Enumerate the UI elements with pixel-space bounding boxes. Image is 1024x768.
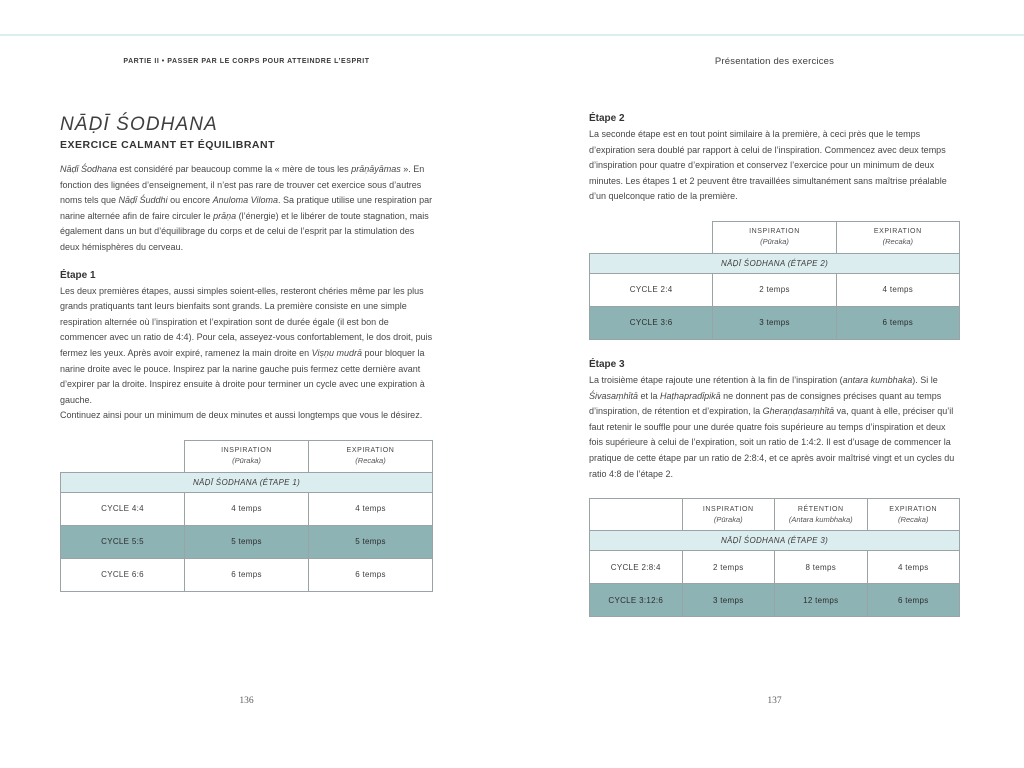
cycle-label-cell: CYCLE 2:4 xyxy=(590,273,713,306)
intro-paragraph: Nāḍī Śodhana est considéré par beaucoup comme la « mère de tous les prāṇāyāmas ». En fonction des lignées d’enseignement, il n’est pas rare de trouver cet exercice sous d’autres noms tels que Nāḍī Śuddhi ou encore Anuloma Viloma. Sa pratique utilise une respiration par narine alternée afin de faire circuler le prāṇa (l’énergie) et le libérer de toute stagnation, mais également dans un but d’équilibrage du corps et de celui de l’esprit par la stimulation des deux hémisphères du cerveau. xyxy=(60,164,433,252)
step1-paragraph: Les deux premières étapes, aussi simples soient-elles, resteront chéries même par les plus grands pratiquants tant leurs bienfaits sont grands. La première consiste en une simple respiration alternée où l’inspiration et l’expiration sont de durée égale (il est bon de commencer avec un ratio de 4:4). Pour cela, asseyez-vous confortablement, le dos droit, puis fermez les yeux. Après avoir expiré, ramenez la main droite en Viṣṇu mudrā pour bloquer la narine droite avec le pouce. Inspirez par la narine gauche puis fermez cette dernière avant d’expirer par la droite. Inspirez ensuite à droite pour terminer un cycle avec une expiration à gauche. Continuez ainsi pour un minimum de deux minutes et aussi longtemps que vous le désirez. xyxy=(60,285,433,421)
value-cell: 6 temps xyxy=(867,584,960,617)
column-header-cell xyxy=(867,499,960,531)
value-cell: 6 temps xyxy=(309,558,433,591)
value-cell: 6 temps xyxy=(836,306,959,339)
table-etape-1 xyxy=(60,440,433,592)
corner-cell xyxy=(590,221,713,253)
table-band-title: NĀḌĪ ŚODHANA (ÉTAPE 1) xyxy=(61,472,433,492)
cycle-label-cell: CYCLE 3:6 xyxy=(590,306,713,339)
page-right xyxy=(589,0,960,706)
step2-paragraph: La seconde étape est en tout point similaire à la première, à ceci près que le temps d’expiration sera doublé par rapport à celui de l’inspiration. Commencez avec deux temps d’inspiration pour quatre d’expiration et conservez l’exercice pour un minimum de deux minutes. Les étapes 1 et 2 peuvent être travaillées simultanément sans maîtrise préalable d’un quelconque ratio de la première. xyxy=(589,129,947,202)
table-row xyxy=(61,525,433,558)
step3-heading: Étape 3 xyxy=(589,358,625,370)
page-left xyxy=(60,0,433,706)
value-cell: 4 temps xyxy=(867,551,960,584)
cycle-label-cell: CYCLE 4:4 xyxy=(61,492,185,525)
table-row xyxy=(590,273,960,306)
table-header-row xyxy=(590,221,960,253)
step1-heading: Étape 1 xyxy=(60,269,96,281)
column-header-cell xyxy=(836,221,959,253)
table-row xyxy=(61,492,433,525)
value-cell: 2 temps xyxy=(682,551,775,584)
column-header-label: INSPIRATION xyxy=(702,505,754,513)
table-row xyxy=(590,551,960,584)
column-header-label: INSPIRATION xyxy=(221,447,272,455)
column-header-sanskrit: (Recaka) xyxy=(882,237,914,247)
page-number-left: 136 xyxy=(239,696,254,706)
value-cell: 4 temps xyxy=(185,492,309,525)
column-header-sanskrit: (Pūraka) xyxy=(713,514,743,524)
column-header-label: EXPIRATION xyxy=(889,505,938,513)
column-header-label: RÉTENTION xyxy=(797,505,844,513)
exercise-table xyxy=(60,440,433,592)
value-cell: 6 temps xyxy=(185,558,309,591)
value-cell: 4 temps xyxy=(836,273,959,306)
value-cell: 4 temps xyxy=(309,492,433,525)
column-header-cell xyxy=(775,499,868,531)
cycle-label-cell: CYCLE 5:5 xyxy=(61,525,185,558)
value-cell: 3 temps xyxy=(682,584,775,617)
table-band-row xyxy=(61,472,433,492)
column-header-sanskrit: (Recaka) xyxy=(355,456,386,466)
table-row xyxy=(61,558,433,591)
column-header-sanskrit: (Pūraka) xyxy=(760,237,789,247)
table-band-title: NĀḌĪ ŚODHANA (ÉTAPE 2) xyxy=(590,253,960,273)
value-cell: 12 temps xyxy=(775,584,868,617)
column-header-cell xyxy=(713,221,836,253)
cycle-label-cell: CYCLE 6:6 xyxy=(61,558,185,591)
column-header-cell xyxy=(682,499,775,531)
page-title: NĀḌĪ ŚODHANA xyxy=(60,114,218,135)
step2-heading: Étape 2 xyxy=(589,113,625,124)
table-row xyxy=(590,306,960,339)
column-header-sanskrit: (Antara kumbhaka) xyxy=(788,514,853,524)
page-subtitle: EXERCICE CALMANT ET ÉQUILIBRANT xyxy=(60,139,275,151)
value-cell: 5 temps xyxy=(309,525,433,558)
table-band-title: NĀḌĪ ŚODHANA (ÉTAPE 3) xyxy=(590,531,960,551)
column-header-label: INSPIRATION xyxy=(749,228,800,236)
exercise-table xyxy=(589,498,960,617)
table-band-row xyxy=(590,253,960,273)
corner-cell xyxy=(590,499,683,531)
running-head-left: PARTIE II • PASSER PAR LE CORPS POUR ATTEINDRE L’ESPRIT xyxy=(123,58,370,65)
page-number-right: 137 xyxy=(767,696,782,706)
value-cell: 5 temps xyxy=(185,525,309,558)
cycle-label-cell: CYCLE 2:8:4 xyxy=(590,551,683,584)
column-header-cell xyxy=(185,440,309,472)
cycle-label-cell: CYCLE 3:12:6 xyxy=(590,584,683,617)
column-header-sanskrit: (Recaka) xyxy=(898,514,929,524)
value-cell: 2 temps xyxy=(713,273,836,306)
value-cell: 8 temps xyxy=(775,551,868,584)
table-row xyxy=(590,584,960,617)
column-header-sanskrit: (Pūraka) xyxy=(232,456,261,466)
column-header-label: EXPIRATION xyxy=(346,447,395,455)
column-header-label: EXPIRATION xyxy=(873,228,922,236)
column-header-cell xyxy=(309,440,433,472)
table-header-row xyxy=(61,440,433,472)
value-cell: 3 temps xyxy=(713,306,836,339)
table-etape-2 xyxy=(589,221,960,340)
corner-cell xyxy=(61,440,185,472)
table-etape-3 xyxy=(589,498,960,617)
step3-paragraph: La troisième étape rajoute une rétention à la fin de l’inspiration (antara kumbhaka). Si le Śivasaṃhītā et la Haṭhapradīpikā ne donnent pas de consignes précises quant au temps d’inspiration, de rétention et d’expiration, la Gheraṇḍasaṃhītā va, quant à elle, préciser qu’il faut retenir le souffle pour une durée quatre fois supérieure au temps d’inspiration et deux fois supérieure à celui de l’expiration, soit un ratio de 1:4:2. Il est d’usage de commencer la pratique de cette étape par un ratio de 2:8:4, et ce après avoir maîtrisé vingt et un cycles du ratio 4:8 de l’étape 2. xyxy=(589,374,955,479)
table-header-row xyxy=(590,499,960,531)
exercise-table xyxy=(589,221,960,340)
running-head-right: Présentation des exercices xyxy=(714,56,835,67)
table-band-row xyxy=(590,531,960,551)
